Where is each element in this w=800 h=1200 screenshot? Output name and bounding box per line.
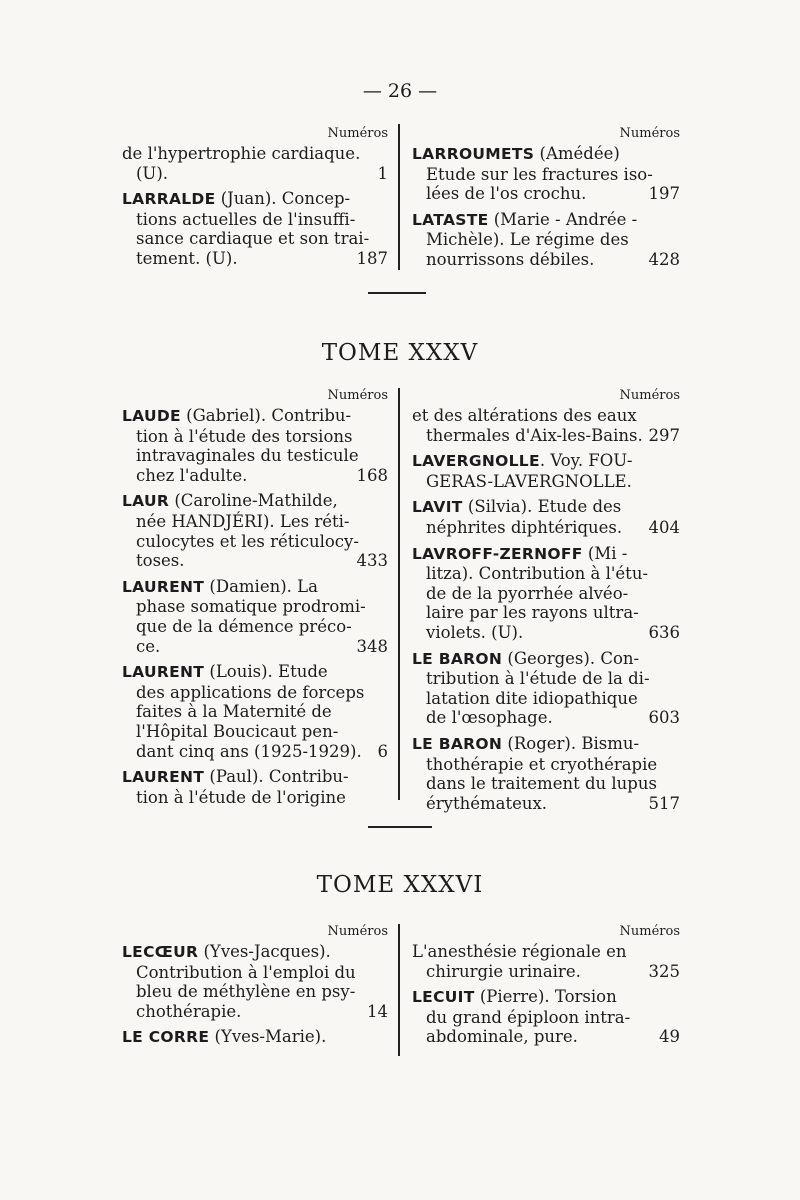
index-entry <box>122 942 388 1021</box>
entry-text: abdominale, pure. <box>426 1027 578 1047</box>
entry-line <box>122 1002 388 1022</box>
entry-number: 428 <box>648 249 680 269</box>
entry-line <box>122 164 388 184</box>
entry-number: 6 <box>377 741 388 761</box>
author-name: LAVROFF-ZERNOFF <box>412 544 583 563</box>
entry-text: néphrites diphtériques. <box>426 517 623 537</box>
s2-left-column <box>122 388 388 813</box>
entry-text: dant cinq ans (1925-1929). <box>136 741 362 761</box>
author-name: LARROUMETS <box>412 145 535 163</box>
entry-text: tribution à l'étude de la di- <box>426 669 650 689</box>
entry-number: 14 <box>367 1001 388 1021</box>
entry-text: tion à l'étude de l'origine <box>136 787 346 807</box>
entry-line <box>412 544 680 565</box>
tome-title: TOME XXXV <box>321 340 479 366</box>
author-name: LAVERGNOLLE <box>412 452 540 471</box>
entry-line <box>412 942 680 962</box>
entry-text: (Gabriel). Contribu- <box>180 406 352 425</box>
author-name: LAURENT <box>122 768 205 787</box>
entry-number: 168 <box>356 465 388 485</box>
author-name: LE BARON <box>412 734 503 753</box>
entry-line <box>412 689 680 709</box>
column-divider <box>398 924 400 1056</box>
s1-right-column <box>412 126 680 276</box>
entry-line <box>412 1008 680 1028</box>
entry-line <box>122 427 388 447</box>
entry-line <box>412 472 680 492</box>
author-name: LECUIT <box>412 988 475 1007</box>
index-entry <box>412 987 680 1047</box>
index-entry <box>122 1027 388 1048</box>
entry-line <box>412 669 680 689</box>
entry-line <box>122 189 388 210</box>
index-entry <box>412 451 680 491</box>
index-entry <box>412 497 680 537</box>
entry-text: et des altérations des eaux <box>412 406 637 425</box>
entry-number: 49 <box>659 1027 680 1047</box>
entry-text: nourrissons débiles. <box>426 249 595 269</box>
entry-text: thothérapie et cryothérapie <box>426 754 658 774</box>
tome-title: TOME XXXVI <box>316 872 484 898</box>
entry-text: laire par les rayons ultra- <box>426 603 639 623</box>
entry-text: (U). <box>136 163 169 183</box>
entry-text: ce. <box>136 636 161 656</box>
entry-text: tion à l'étude des torsions <box>136 426 353 446</box>
entry-text: litza). Contribution à l'étu- <box>426 564 649 584</box>
entry-number: 1 <box>377 163 388 183</box>
entry-line <box>412 406 680 426</box>
author-name: LE BARON <box>412 649 503 668</box>
entry-text: des applications de forceps <box>136 682 365 702</box>
entry-line <box>412 794 680 814</box>
entry-line <box>122 210 388 230</box>
entry-line <box>122 742 388 762</box>
entry-line <box>412 708 680 728</box>
entry-line <box>412 987 680 1008</box>
index-entry <box>412 210 680 270</box>
entry-text: faites à la Maternité de <box>136 702 332 722</box>
entry-text: L'anesthésie régionale en <box>412 942 627 961</box>
s3-left-column <box>122 924 388 1054</box>
entry-text: (Amédée) <box>534 144 620 163</box>
author-name: LAVIT <box>412 498 463 517</box>
page-number: — 26 — <box>362 80 438 102</box>
entry-text: chirurgie urinaire. <box>426 961 581 981</box>
entry-text: . Voy. FOU- <box>539 451 633 471</box>
entry-text: (Caroline-Mathilde, <box>169 491 338 511</box>
entry-line <box>122 617 388 637</box>
entry-text: (Yves-Jacques). <box>198 942 331 961</box>
entry-line <box>122 788 388 808</box>
entry-line <box>412 564 680 584</box>
entry-line <box>122 249 388 269</box>
entry-text: (Silvia). Etude des <box>462 497 622 517</box>
index-entry <box>122 144 388 183</box>
numeros-header: Numéros <box>327 924 388 939</box>
author-name: LAUR <box>122 492 170 511</box>
entry-text: du grand épiploon intra- <box>426 1007 631 1027</box>
entry-text: (Mi - <box>582 543 628 563</box>
entry-line <box>122 683 388 703</box>
entry-line <box>412 962 680 982</box>
entry-line <box>122 512 388 532</box>
entry-text: chez l'adulte. <box>136 465 248 485</box>
numeros-header: Numéros <box>619 924 680 939</box>
index-entry <box>122 577 388 656</box>
numeros-header: Numéros <box>619 126 680 141</box>
numeros-header: Numéros <box>327 388 388 403</box>
entry-line <box>412 144 680 165</box>
entry-number: 433 <box>356 551 388 571</box>
column-divider <box>398 388 400 800</box>
entry-line <box>412 210 680 231</box>
entry-text: violets. (U). <box>426 622 524 642</box>
author-name: LARRALDE <box>122 190 216 209</box>
entry-text: dans le traitement du lupus <box>426 774 657 794</box>
index-entry <box>122 767 388 807</box>
section-divider <box>368 826 432 828</box>
author-name: LE CORRE <box>122 1028 210 1047</box>
entry-line <box>122 144 388 164</box>
author-name: LAURENT <box>122 663 205 682</box>
entry-line <box>122 551 388 571</box>
entry-line <box>412 584 680 604</box>
entry-text: (Georges). Con- <box>502 648 640 668</box>
entry-line <box>122 767 388 788</box>
entry-text: chothérapie. <box>136 1001 242 1021</box>
entry-line <box>122 722 388 742</box>
entry-line <box>122 406 388 427</box>
entry-line <box>122 637 388 657</box>
s2-right-column <box>412 388 680 819</box>
entry-number: 348 <box>356 636 388 656</box>
entry-text: (Juan). Concep- <box>215 189 351 209</box>
entry-line <box>122 532 388 552</box>
entry-number: 636 <box>648 622 680 642</box>
index-entry <box>122 406 388 485</box>
entry-text: intravaginales du testicule <box>136 446 359 466</box>
entry-line <box>412 497 680 518</box>
entry-text: (Roger). Bismu- <box>502 733 640 753</box>
entry-line <box>122 229 388 249</box>
entry-line <box>412 774 680 794</box>
entry-number: 603 <box>648 708 680 728</box>
entry-number: 325 <box>648 961 680 981</box>
author-name: LATASTE <box>412 210 489 229</box>
entry-line <box>122 597 388 617</box>
entry-text: phase somatique prodromi- <box>136 597 366 617</box>
entry-line <box>412 623 680 643</box>
entry-line <box>412 184 680 204</box>
index-entry <box>412 144 680 204</box>
entry-line <box>122 942 388 963</box>
entry-text: née HANDJÉRI). Les réti- <box>136 511 350 531</box>
index-entry <box>412 406 680 445</box>
entry-text: toses. <box>136 551 185 571</box>
author-name: LAUDE <box>122 407 181 425</box>
entry-text: tions actuelles de l'insuffi- <box>136 209 356 229</box>
entry-text: Contribution à l'emploi du <box>136 962 356 982</box>
entry-line <box>412 250 680 270</box>
entry-text: thermales d'Aix-les-Bains. <box>426 425 643 445</box>
entry-line <box>122 466 388 486</box>
entry-line <box>412 230 680 250</box>
index-entry <box>412 544 680 643</box>
entry-line <box>412 451 680 472</box>
entry-text: l'Hôpital Boucicaut pen- <box>136 721 339 741</box>
entry-line <box>412 603 680 623</box>
entry-line <box>412 1027 680 1047</box>
index-entry <box>412 649 680 728</box>
entry-text: (Marie - Andrée - <box>488 209 638 229</box>
entry-text: que de la démence préco- <box>136 616 352 636</box>
entry-text: Etude sur les fractures iso- <box>426 164 653 184</box>
entry-line <box>122 963 388 983</box>
entry-line <box>412 518 680 538</box>
entry-line <box>122 1027 388 1048</box>
numeros-header: Numéros <box>327 126 388 141</box>
author-name: LECŒUR <box>122 943 199 961</box>
entry-line <box>412 755 680 775</box>
entry-line <box>412 649 680 670</box>
author-name: LAURENT <box>122 577 205 596</box>
entry-text: de l'hypertrophie cardiaque. <box>122 144 361 163</box>
entry-line <box>122 491 388 512</box>
entry-text: latation dite idiopathique <box>426 688 638 708</box>
entry-text: (Louis). Etude <box>204 662 328 682</box>
section-divider <box>368 292 426 294</box>
entry-text: culocytes et les réticulocy- <box>136 531 359 551</box>
entry-line <box>412 426 680 446</box>
index-entry <box>412 734 680 813</box>
index-entry <box>122 662 388 761</box>
entry-text: érythémateux. <box>426 793 548 813</box>
s3-right-column <box>412 924 680 1053</box>
entry-text: (Yves-Marie). <box>209 1027 327 1047</box>
entry-line <box>412 734 680 755</box>
entry-text: sance cardiaque et son trai- <box>136 229 370 249</box>
entry-text: de l'œsophage. <box>426 708 553 728</box>
entry-line <box>122 577 388 598</box>
entry-line <box>122 702 388 722</box>
entry-number: 187 <box>356 248 388 268</box>
entry-line <box>122 446 388 466</box>
entry-text: de de la pyorrhée alvéo- <box>426 583 629 603</box>
entry-text: (Pierre). Torsion <box>474 987 617 1007</box>
entry-number: 297 <box>648 425 680 445</box>
entry-number: 404 <box>648 517 680 537</box>
entry-line <box>412 165 680 185</box>
entry-line <box>122 662 388 683</box>
entry-text: lées de l'os crochu. <box>426 184 587 204</box>
s1-left-column <box>122 126 388 275</box>
entry-number: 517 <box>648 793 680 813</box>
entry-text: GERAS-LAVERGNOLLE. <box>426 471 632 491</box>
entry-text: bleu de méthylène en psy- <box>136 982 356 1002</box>
entry-line <box>122 982 388 1002</box>
numeros-header: Numéros <box>619 388 680 403</box>
entry-text: Michèle). Le régime des <box>426 230 629 250</box>
index-entry <box>122 189 388 268</box>
column-divider <box>398 124 400 270</box>
entry-text: tement. (U). <box>136 248 238 268</box>
index-entry <box>122 491 388 570</box>
entry-number: 197 <box>648 184 680 204</box>
entry-text: (Damien). La <box>204 576 318 596</box>
entry-text: (Paul). Contribu- <box>204 767 349 787</box>
index-entry <box>412 942 680 981</box>
